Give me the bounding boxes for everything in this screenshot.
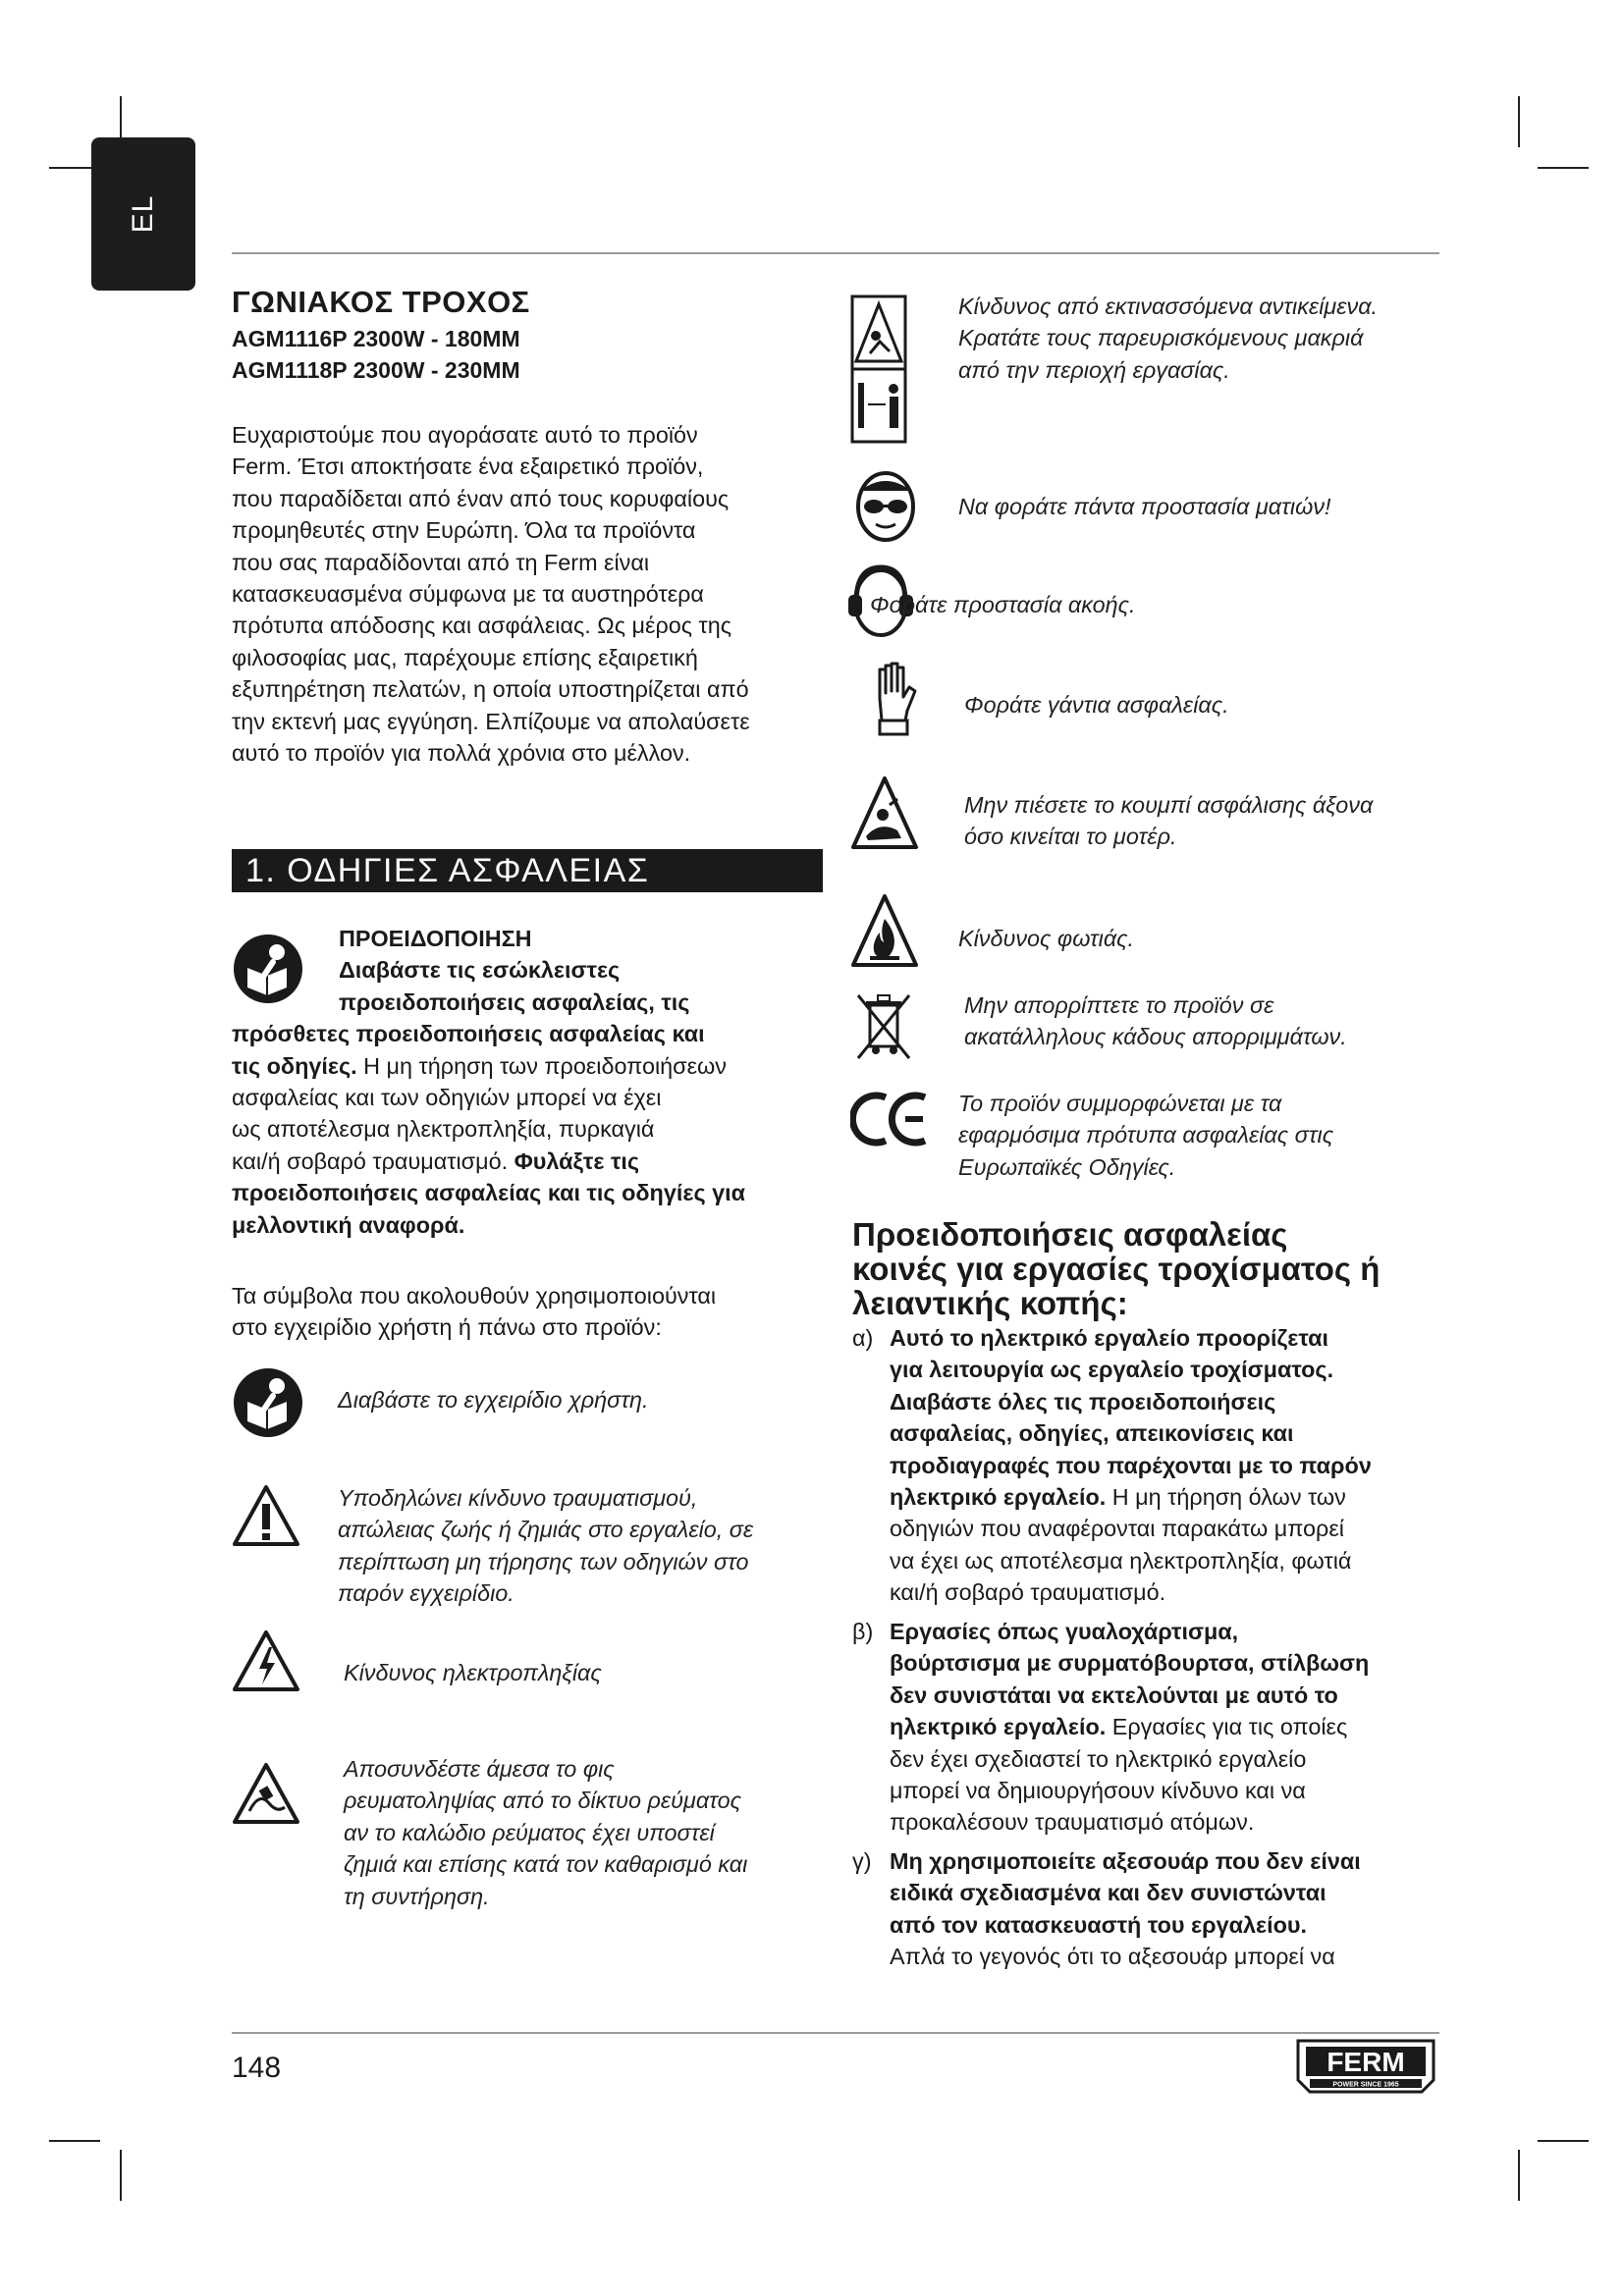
eye-protection-icon [854,471,917,542]
symbol-text: Ευρωπαϊκές Οδηγίες. [958,1153,1176,1180]
crop-mark [1518,2150,1520,2201]
list-line-bold: ηλεκτρικό εργαλείο. [890,1484,1107,1511]
symbol-text: όσο κινείται το μοτέρ. [964,824,1177,850]
symbol-text-block [964,989,1455,1053]
warning-line: προειδοποιήσεις ασφαλείας, τις [339,988,690,1015]
crop-mark [1538,2140,1589,2142]
list-line: οδηγιών που αναφέρονται παρακάτω μπορεί [890,1516,1344,1542]
warning-line [232,1050,840,1082]
intro-line: που σας παραδίδονται από τη Ferm είναι [232,549,650,575]
warning-line: ως αποτέλεσμα ηλεκτροπληξία, πυρκαγιά [232,1116,655,1143]
warning-line-bold: Φυλάξτε τις [514,1148,640,1174]
intro-line: φιλοσοφίας μας, παρέχουμε επίσης εξαιρετική [232,644,698,670]
warning-triangle-icon [232,1484,300,1547]
bottom-rule [232,2032,1439,2034]
list-line [890,1711,1439,1742]
symbol-text: τη συντήρηση. [344,1883,490,1909]
fire-hazard-icon [850,893,919,968]
list-line: ειδικά σχεδιασμένα και δεν συνιστώνται [890,1880,1326,1906]
list-line: δεν συνιστάται να εκτελούνται με αυτό το [890,1682,1338,1708]
warning-line: ασφαλείας και των οδηγιών μπορεί να έχει [232,1085,662,1111]
list-item [852,1322,1441,1617]
list-line: προδιαγραφές που παρέχονται με το παρόν [890,1452,1372,1478]
symbol-text: Μην πιέσετε το κουμπί ασφάλισης άξονα [964,792,1374,818]
symbol-text-block [958,1088,1449,1183]
list-line: προκαλέσουν τραυματισμό ατόμων. [890,1809,1255,1836]
intro-line: αυτό το προϊόν για πολλά χρόνια στο μέλλον. [232,740,691,767]
read-manual-icon [232,1366,304,1439]
list-item [852,1845,1441,1983]
symbol-text-block [958,291,1449,386]
list-line: Διαβάστε όλες τις προειδοποιήσεις [890,1388,1276,1415]
intro-line: προμηθευτές στην Ευρώπη. Όλα τα προϊόντα [232,517,696,544]
warning-line: μελλοντική αναφορά. [232,1211,465,1238]
model-line-2: AGM1118P 2300W - 230MM [232,357,520,383]
symbol-text: Διαβάστε το εγχειρίδιο χρήστη. [338,1387,649,1413]
logo-tagline: POWER SINCE 1965 [1332,2081,1399,2089]
symbol-text: Φοράτε προστασία ακοής. [870,592,1136,617]
symbols-intro-line: Τα σύμβολα που ακολουθούν χρησιμοποιούνται [232,1283,717,1308]
intro-line: πρότυπα απόδοσης και ασφάλειας. Ως μέρος της [232,613,732,639]
intro-line: που παραδίδεται από έναν από τους κορυφαίους [232,485,730,511]
warning-line-text: Η μη τήρηση των προειδοποιήσεων [356,1052,728,1079]
symbol-text: εφαρμόσιμα πρότυπα ασφαλείας στις [958,1122,1334,1148]
crop-mark [49,2140,100,2142]
list-line: δεν έχει σχεδιαστεί το ηλεκτρικό εργαλείο [890,1745,1307,1772]
page-title: ΓΩΝΙΑΚΟΣ ΤΡΟΧΟΣ [232,285,530,319]
list-line: Μη χρησιμοποιείτε αξεσουάρ που δεν είναι [890,1848,1361,1874]
list-line-text: Η μη τήρηση όλων των [1106,1484,1346,1511]
symbol-text: Κίνδυνος φωτιάς. [958,926,1135,951]
symbols-intro-line: στο εγχειρίδιο χρήστη ή πάνω στο προϊόν: [232,1314,662,1341]
list-line: βούρτσισμα με συρματόβουρτσα, στίλβωση [890,1650,1370,1677]
symbol-text: ρευματοληψίας από το δίκτυο ρεύματος [344,1788,741,1814]
list-line [890,1481,1439,1513]
warning-line: πρόσθετες προειδοποιήσεις ασφαλείας και [232,1021,705,1047]
symbols-intro [232,1280,840,1344]
symbol-text: Υποδηλώνει κίνδυνο τραυματισμού, [338,1485,698,1511]
list-marker: β) [852,1619,874,1644]
unplug-icon [232,1762,300,1825]
intro-line: Ferm. Έτσι αποκτήσατε ένα εξαιρετικό προϊόν, [232,454,704,480]
warning-line-text: και/ή σοβαρό τραυματισμό. [232,1148,514,1174]
ferm-logo [1292,2037,1439,2096]
list-line: να έχει ως αποτέλεσμα ηλεκτροπληξία, φωτιά [890,1547,1352,1574]
flying-objects-icon [850,294,907,444]
list-line: για λειτουργία ως εργαλείο τροχίσματος. [890,1357,1334,1383]
list-line-bold: ηλεκτρικό εργαλείο. [890,1714,1107,1740]
list-line: Απλά το γεγονός ότι το αξεσουάρ μπορεί να [890,1944,1335,1970]
symbol-text: Κίνδυνος ηλεκτροπληξίας [344,1660,602,1685]
warning-line [232,1146,840,1177]
top-rule [232,252,1439,254]
general-warnings-heading [852,1217,1441,1320]
ce-mark-icon [850,1090,931,1148]
list-line: Εργασίες όπως γυαλοχάρτισμα, [890,1619,1239,1644]
language-code: EL [127,194,159,234]
symbol-text: παρόν εγχειρίδιο. [338,1580,514,1607]
symbol-text: Φοράτε γάντια ασφαλείας. [964,692,1229,718]
warning-line: προειδοποιήσεις ασφαλείας και τις οδηγίες για [232,1180,745,1206]
list-line: Αυτό το ηλεκτρικό εργαλείο προορίζεται [890,1325,1329,1351]
section-heading: 1. ΟΔΗΓΙΕΣ ΑΣΦΑΛΕΙΑΣ [232,849,823,892]
warning-title: ΠΡΟΕΙΔΟΠΟΙΗΣΗ [339,926,532,951]
symbol-text-block [344,1753,835,1912]
symbol-text: αν το καλώδιο ρεύματος έχει υποστεί [344,1819,715,1845]
intro-line: Ευχαριστούμε που αγοράσατε αυτό το προϊόν [232,422,698,448]
heading-line: λειαντικής κοπής: [852,1285,1128,1321]
gloves-icon [870,660,919,736]
list-line: ασφαλείας, οδηγίες, απεικονίσεις και [890,1420,1294,1447]
symbol-text-block [338,1482,829,1610]
symbol-text-block [964,789,1455,853]
electric-shock-icon [232,1629,300,1692]
symbol-text: απώλειας ζωής ή ζημιάς στο εργαλείο, σε [338,1517,754,1543]
list-line-text: Εργασίες για τις οποίες [1106,1714,1348,1740]
symbol-text: Μην απορρίπτετε το προϊόν σε [964,992,1274,1018]
crop-mark [1538,167,1589,169]
symbol-text: Να φοράτε πάντα προστασία ματιών! [958,494,1331,519]
crop-mark [120,2150,122,2201]
symbol-text: ζημιά και επίσης κατά τον καθαρισμό και [344,1851,748,1878]
heading-line: κοινές για εργασίες τροχίσματος ή [852,1251,1380,1287]
list-line: μπορεί να δημιουργήσουν κίνδυνο και να [890,1778,1306,1804]
intro-line: την εκτενή μας εγγύηση. Ελπίζουμε να απολαύσετε [232,708,750,734]
symbol-text: ακατάλληλους κάδους απορριμμάτων. [964,1024,1347,1050]
warning-line-bold: τις οδηγίες. [232,1052,357,1079]
spindle-lock-icon [850,775,919,850]
list-marker: γ) [852,1848,872,1874]
intro-line: εξυπηρέτηση πελατών, η οποία υποστηρίζεται από [232,676,749,703]
symbol-text: Το προϊόν συμμορφώνεται με τα [958,1091,1282,1116]
symbol-text: περίπτωση μη τήρησης των οδηγιών στο [338,1548,749,1575]
heading-line: Προειδοποιήσεις ασφαλείας [852,1216,1288,1253]
list-line: και/ή σοβαρό τραυματισμό. [890,1579,1166,1606]
page-number: 148 [232,2052,282,2084]
intro-paragraph [232,419,831,769]
symbol-text: Κίνδυνος από εκτινασσόμενα αντικείμενα. [958,294,1379,319]
list-line: από τον κατασκευαστή του εργαλείου. [890,1911,1307,1938]
warning-block [232,923,840,1241]
list-marker: α) [852,1325,874,1351]
model-line-1: AGM1116P 2300W - 180MM [232,326,520,351]
symbol-text: από την περιοχή εργασίας. [958,356,1230,383]
crop-mark [1518,96,1520,147]
intro-line: κατασκευασμένα σύμφωνα με τα αυστηρότερα [232,581,704,608]
symbol-text: Αποσυνδέστε άμεσα το φις [344,1756,615,1782]
symbol-text: Κρατάτε τους παρευρισκόμενους μακριά [958,325,1364,351]
list-item [852,1616,1441,1851]
logo-brand: FERM [1326,2047,1405,2077]
warning-line: Διαβάστε τις εσώκλειστες [339,957,621,984]
weee-bin-icon [854,991,913,1062]
language-tab [91,137,195,291]
